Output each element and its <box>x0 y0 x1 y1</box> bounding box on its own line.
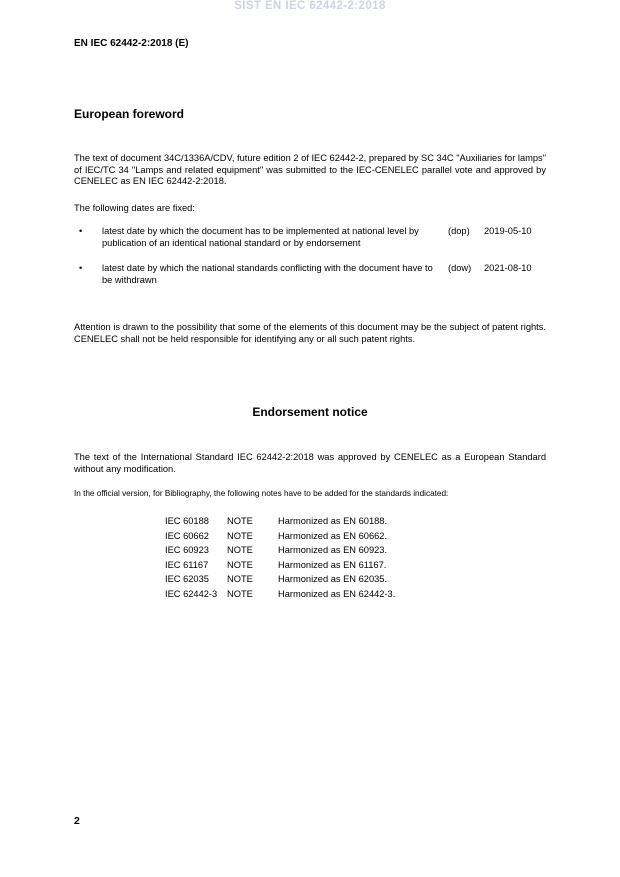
note-kind: NOTE <box>227 545 253 556</box>
note-row <box>165 529 425 544</box>
note-harmonized: Harmonized as EN 60662. <box>278 530 388 541</box>
date-item-abbr: (dop) <box>448 226 470 236</box>
note-harmonized: Harmonized as EN 62442-3. <box>278 588 396 599</box>
note-harmonized: Harmonized as EN 61167. <box>278 559 387 570</box>
date-item-date: 2019-05-10 <box>484 226 532 236</box>
note-harmonized: Harmonized as EN 60188. <box>278 516 388 526</box>
date-item-text: latest date by which the national standards conflicting with the document have to be withdrawn <box>102 263 433 285</box>
endorsement-text: The text of the International Standard IEC 62442-2:2018 was approved by CENELEC as a European Standard without any modification. <box>74 452 546 474</box>
date-item-date: 2021-08-10 <box>484 263 532 273</box>
note-kind: NOTE <box>227 530 253 541</box>
note-row <box>165 514 425 529</box>
watermark: SIST EN IEC 62442-2:2018 <box>234 0 386 12</box>
note-harmonized: Harmonized as EN 62035. <box>278 574 388 585</box>
dates-intro: The following dates are fixed: <box>74 203 195 213</box>
note-kind: NOTE <box>227 574 253 585</box>
note-standard: IEC 60662 <box>165 530 209 541</box>
date-item-abbr: (dow) <box>448 263 472 273</box>
patent-attention: Attention is drawn to the possibility that some of the elements of this document may be the subject of patent rights. CENELEC shall not be held responsible for identifying any or all such patent rights. <box>74 322 546 344</box>
note-kind: NOTE <box>227 516 253 526</box>
note-kind: NOTE <box>227 588 253 599</box>
note-standard: IEC 62442-3 <box>165 588 218 599</box>
document-header: EN IEC 62442-2:2018 (E) <box>74 38 189 49</box>
endorsement-title: Endorsement notice <box>252 405 368 419</box>
foreword-title: European foreword <box>74 107 185 121</box>
date-item-text: latest date by which the document has to be implemented at national level by publication of an identical national standard or by endorsement <box>102 226 419 248</box>
note-row <box>165 587 425 602</box>
foreword-intro: The text of document 34C/1336A/CDV, future edition 2 of IEC 62442-2, prepared by SC 34C "Auxiliaries for lamps" of IEC/TC 34 "Lamps and related equipment" was submitted to the IEC-CENELEC parallel vote and approved by CENELEC as EN IEC 62442-2:2018. <box>74 153 546 186</box>
bullet-icon: • <box>79 263 83 273</box>
note-standard: IEC 61167 <box>165 559 209 570</box>
note-row <box>165 543 425 558</box>
note-row <box>165 572 425 587</box>
bibliography-notes <box>165 514 425 602</box>
note-standard: IEC 60188 <box>165 516 209 526</box>
page-number: 2 <box>74 815 80 827</box>
note-standard: IEC 62035 <box>165 574 209 585</box>
note-row <box>165 558 425 573</box>
note-kind: NOTE <box>227 559 253 570</box>
official-version-note: In the official version, for Bibliography, the following notes have to be added for the standards indicated: <box>74 489 449 498</box>
note-standard: IEC 60923 <box>165 545 209 556</box>
note-harmonized: Harmonized as EN 60923. <box>278 545 388 556</box>
bullet-icon: • <box>79 226 83 236</box>
